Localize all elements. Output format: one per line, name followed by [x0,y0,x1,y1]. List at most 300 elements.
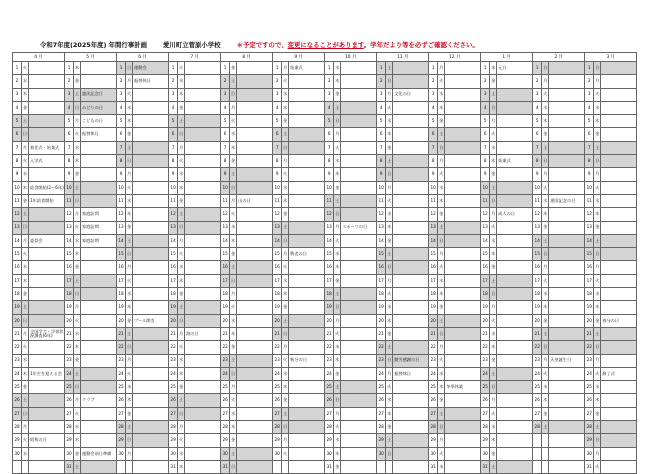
weekday-cell: 水 [178,168,185,181]
weekday-cell: 土 [334,288,341,301]
date-cell: 20 [65,314,74,327]
date-cell: 15 [13,248,22,261]
day-row [13,288,637,301]
weekday-cell: 金 [334,460,341,473]
event-cell [601,155,637,168]
day-row [13,194,637,207]
date-cell: 18 [117,288,126,301]
date-cell: 14 [481,234,490,247]
event-cell [549,421,585,434]
date-cell: 26 [481,394,490,407]
event-cell: 家庭訪問 [81,234,117,247]
event-cell [81,274,117,287]
weekday-cell: 金 [126,221,133,234]
weekday-cell: 日 [594,341,601,354]
date-cell: 27 [221,407,230,420]
event-cell [29,115,65,128]
date-cell: 1 [325,62,334,75]
month-header: 5 月 [65,53,117,62]
event-cell [81,194,117,207]
event-cell [81,261,117,274]
weekday-cell: 月 [126,261,133,274]
date-cell: 15 [273,248,282,261]
event-cell [289,341,325,354]
weekday-cell: 月 [74,301,81,314]
date-cell: 11 [117,194,126,207]
weekday-cell: 水 [386,115,393,128]
weekday-cell: 日 [542,62,549,75]
event-cell [549,301,585,314]
weekday-cell: 水 [282,181,289,194]
weekday-cell: 金 [542,407,549,420]
event-cell [133,447,169,460]
date-cell: 14 [13,234,22,247]
event-cell [29,168,65,181]
event-cell [341,141,377,154]
weekday-cell: 月 [74,394,81,407]
weekday-cell: 日 [230,274,237,287]
date-cell: 26 [65,394,74,407]
event-cell [497,248,533,261]
event-cell [445,327,481,340]
event-cell [341,407,377,420]
event-cell [185,62,221,75]
date-cell: 2 [117,75,126,88]
event-cell [29,407,65,420]
event-cell [133,115,169,128]
weekday-cell: 水 [178,75,185,88]
weekday-cell: 月 [594,354,601,367]
event-cell: 振替休日 [393,367,429,380]
weekday-cell: 土 [22,301,29,314]
date-cell: 16 [221,261,230,274]
weekday-cell: 水 [22,447,29,460]
weekday-cell: 木 [490,341,497,354]
date-cell: 11 [585,194,594,207]
weekday-cell: 月 [282,434,289,447]
event-cell [341,88,377,101]
date-cell: 27 [429,407,438,420]
event-cell [81,421,117,434]
date-cell: 24 [377,367,386,380]
weekday-cell: 土 [594,234,601,247]
weekday-cell: 水 [334,341,341,354]
date-cell: 29 [377,434,386,447]
event-cell [497,301,533,314]
event-cell [445,354,481,367]
event-cell [549,181,585,194]
weekday-cell: 水 [126,381,133,394]
weekday-cell: 金 [282,115,289,128]
event-cell [237,367,273,380]
date-cell: 12 [273,208,282,221]
event-cell [601,88,637,101]
date-cell: 29 [13,434,22,447]
date-cell: 4 [533,101,542,114]
date-cell: 14 [325,234,334,247]
event-cell [237,434,273,447]
date-cell: 19 [325,301,334,314]
date-cell: 17 [65,274,74,287]
event-cell [289,168,325,181]
date-cell: 9 [13,168,22,181]
weekday-cell: 日 [438,421,445,434]
date-cell: 20 [377,314,386,327]
weekday-cell [22,460,29,473]
weekday-cell: 月 [438,155,445,168]
date-cell: 17 [585,274,594,287]
date-cell: 8 [169,155,178,168]
date-cell: 24 [117,367,126,380]
event-cell [81,62,117,75]
event-cell [185,274,221,287]
date-cell: 8 [325,155,334,168]
date-cell: 3 [169,88,178,101]
event-cell [133,434,169,447]
event-cell [237,248,273,261]
event-cell [185,155,221,168]
weekday-cell: 水 [386,394,393,407]
date-cell: 25 [65,381,74,394]
date-cell: 25 [429,381,438,394]
date-cell: 17 [221,274,230,287]
weekday-cell: 火 [22,248,29,261]
weekday-cell: 土 [74,181,81,194]
event-cell [185,341,221,354]
event-cell [341,62,377,75]
event-cell [29,88,65,101]
weekday-cell: 月 [542,75,549,88]
event-cell [81,407,117,420]
date-cell: 22 [273,341,282,354]
date-cell: 9 [481,168,490,181]
event-cell [185,367,221,380]
weekday-cell: 月 [126,168,133,181]
weekday-cell: 金 [22,194,29,207]
event-cell [341,394,377,407]
event-cell [601,274,637,287]
event-cell [445,434,481,447]
date-cell: 23 [533,354,542,367]
date-cell: 12 [377,208,386,221]
weekday-cell: 月 [126,447,133,460]
event-cell [601,421,637,434]
weekday-cell: 火 [178,248,185,261]
weekday-cell: 日 [490,101,497,114]
date-cell: 29 [325,434,334,447]
event-cell [237,234,273,247]
weekday-cell: 火 [230,394,237,407]
event-cell: 山の日 [237,194,273,207]
event-cell [601,447,637,460]
weekday-cell: 木 [490,155,497,168]
date-cell: 8 [117,155,126,168]
event-cell [393,75,429,88]
event-cell [445,314,481,327]
weekday-cell: 金 [438,208,445,221]
event-cell [237,314,273,327]
date-cell: 2 [481,75,490,88]
event-cell [185,381,221,394]
event-cell [549,221,585,234]
date-cell: 9 [325,168,334,181]
date-cell: 30 [325,447,334,460]
date-cell: 19 [221,301,230,314]
weekday-cell: 火 [22,341,29,354]
event-cell [289,327,325,340]
date-cell: 3 [273,88,282,101]
event-cell [185,301,221,314]
day-row [13,101,637,114]
weekday-cell: 日 [438,327,445,340]
weekday-cell: 金 [490,261,497,274]
date-cell: 3 [377,88,386,101]
date-cell: 30 [65,447,74,460]
date-cell: 21 [273,327,282,340]
date-cell: 10 [585,181,594,194]
event-cell [29,62,65,75]
weekday-cell: 月 [22,421,29,434]
event-cell [549,460,585,473]
weekday-cell: 土 [490,460,497,473]
weekday-cell: 金 [594,314,601,327]
date-cell: 10 [325,181,334,194]
date-cell: 17 [13,274,22,287]
date-cell: 6 [585,128,594,141]
weekday-cell: 木 [126,208,133,221]
date-cell: 26 [117,394,126,407]
date-cell: 4 [65,101,74,114]
weekday-cell: 火 [126,181,133,194]
date-cell: 29 [585,434,594,447]
event-cell [29,460,65,473]
event-cell [237,341,273,354]
weekday-cell: 水 [334,248,341,261]
event-cell [601,181,637,194]
weekday-cell: 日 [22,221,29,234]
weekday-cell: 日 [438,234,445,247]
weekday-cell: 水 [230,407,237,420]
event-cell [133,261,169,274]
event-cell [549,367,585,380]
date-cell: 14 [533,234,542,247]
event-cell [445,168,481,181]
weekday-cell: 土 [230,354,237,367]
weekday-cell: 水 [126,194,133,207]
weekday-cell: 土 [126,234,133,247]
date-cell: 10 [117,181,126,194]
event-cell: 文化の日 [393,88,429,101]
event-cell [497,434,533,447]
event-cell [133,274,169,287]
event-cell [29,261,65,274]
event-cell [341,155,377,168]
event-cell [133,327,169,340]
date-cell: 28 [13,421,22,434]
date-cell: 4 [13,101,22,114]
date-cell: 13 [65,221,74,234]
event-cell [549,75,585,88]
event-cell [445,101,481,114]
weekday-cell: 金 [230,341,237,354]
event-cell [445,194,481,207]
date-cell: 30 [585,447,594,460]
date-cell: 16 [377,261,386,274]
date-cell: 20 [13,314,22,327]
notice-emphasis: 変更になることがあります [287,41,364,49]
date-cell: 16 [117,261,126,274]
weekday-cell: 水 [594,101,601,114]
date-cell: 12 [65,208,74,221]
weekday-cell: 日 [594,248,601,261]
weekday-cell: 火 [386,288,393,301]
month-header: 3 月 [585,53,637,62]
weekday-cell: 土 [178,394,185,407]
event-cell [445,221,481,234]
date-cell: 12 [325,208,334,221]
date-cell: 17 [117,274,126,287]
weekday-cell: 月 [438,434,445,447]
date-cell: 2 [585,75,594,88]
weekday-cell: 木 [334,168,341,181]
date-cell: 29 [273,434,282,447]
event-cell: 給食開始(2〜6年) [29,181,65,194]
weekday-cell: 火 [334,327,341,340]
event-cell [445,407,481,420]
event-cell [133,234,169,247]
date-cell: 10 [13,181,22,194]
date-cell: 15 [481,248,490,261]
event-cell [237,274,273,287]
weekday-cell: 日 [74,101,81,114]
event-cell [81,381,117,394]
weekday-cell: 土 [490,181,497,194]
weekday-cell: 火 [438,447,445,460]
date-cell: 12 [117,208,126,221]
weekday-cell: 水 [438,367,445,380]
date-cell: 8 [273,155,282,168]
weekday-cell: 月 [126,354,133,367]
date-cell: 24 [273,367,282,380]
weekday-cell: 火 [542,274,549,287]
weekday-cell: 木 [334,261,341,274]
month-header-row [13,53,637,62]
date-cell: 30 [377,447,386,460]
day-row [13,75,637,88]
weekday-cell: 木 [282,101,289,114]
date-cell: 3 [533,88,542,101]
date-cell: 18 [273,288,282,301]
weekday-cell: 日 [74,288,81,301]
weekday-cell: 水 [178,447,185,460]
event-cell [445,181,481,194]
date-cell: 16 [533,261,542,274]
event-cell [81,367,117,380]
date-cell: 4 [273,101,282,114]
weekday-cell: 火 [282,447,289,460]
event-cell [601,221,637,234]
date-cell: 18 [221,288,230,301]
weekday-cell: 日 [334,208,341,221]
weekday-cell: 木 [594,115,601,128]
weekday-cell: 月 [490,394,497,407]
date-cell: 24 [481,367,490,380]
date-cell: 25 [585,381,594,394]
document-header [40,40,479,49]
weekday-cell: 火 [542,88,549,101]
event-cell: 冬季休業 [445,381,481,394]
event-cell [81,354,117,367]
weekday-cell: 木 [594,394,601,407]
weekday-cell: 月 [230,381,237,394]
date-cell: 30 [169,447,178,460]
day-row [13,447,637,460]
event-cell [497,101,533,114]
event-cell: 建国記念の日 [549,194,585,207]
date-cell: 4 [377,101,386,114]
event-cell [237,381,273,394]
event-cell: 秋分の日 [289,354,325,367]
weekday-cell: 日 [230,367,237,380]
date-cell: 15 [169,248,178,261]
date-cell: 16 [585,261,594,274]
event-cell [393,434,429,447]
day-row [13,314,637,327]
weekday-cell: 金 [74,75,81,88]
date-cell: 24 [221,367,230,380]
weekday-cell: 日 [74,194,81,207]
date-cell: 18 [65,288,74,301]
date-cell: 10 [377,181,386,194]
weekday-cell: 木 [74,62,81,75]
date-cell: 5 [13,115,22,128]
date-cell: 21 [481,327,490,340]
weekday-cell: 金 [438,115,445,128]
date-cell: 22 [481,341,490,354]
month-header: 8 月 [221,53,273,62]
weekday-cell: 水 [438,274,445,287]
weekday-cell: 土 [282,407,289,420]
weekday-cell: 木 [438,288,445,301]
weekday-cell: 月 [178,234,185,247]
weekday-cell: 土 [282,221,289,234]
date-cell: 26 [221,394,230,407]
event-cell [445,88,481,101]
date-cell: 23 [429,354,438,367]
weekday-cell: 金 [386,234,393,247]
weekday-cell: 金 [74,261,81,274]
date-cell: 11 [221,194,230,207]
date-cell: 22 [221,341,230,354]
date-cell: 5 [169,115,178,128]
weekday-cell: 火 [490,128,497,141]
event-cell: 運動会前日準備 [81,447,117,460]
date-cell: 21 [377,327,386,340]
weekday-cell: 木 [230,327,237,340]
weekday-cell: 金 [74,447,81,460]
event-cell: 家庭訪問 [81,208,117,221]
event-cell [497,221,533,234]
event-cell: こどもの日 [81,115,117,128]
weekday-cell: 水 [126,101,133,114]
weekday-cell: 日 [282,327,289,340]
event-cell [289,141,325,154]
event-cell [393,248,429,261]
date-cell: 3 [429,88,438,101]
event-cell [393,381,429,394]
date-cell: 22 [585,341,594,354]
weekday-cell: 木 [74,434,81,447]
